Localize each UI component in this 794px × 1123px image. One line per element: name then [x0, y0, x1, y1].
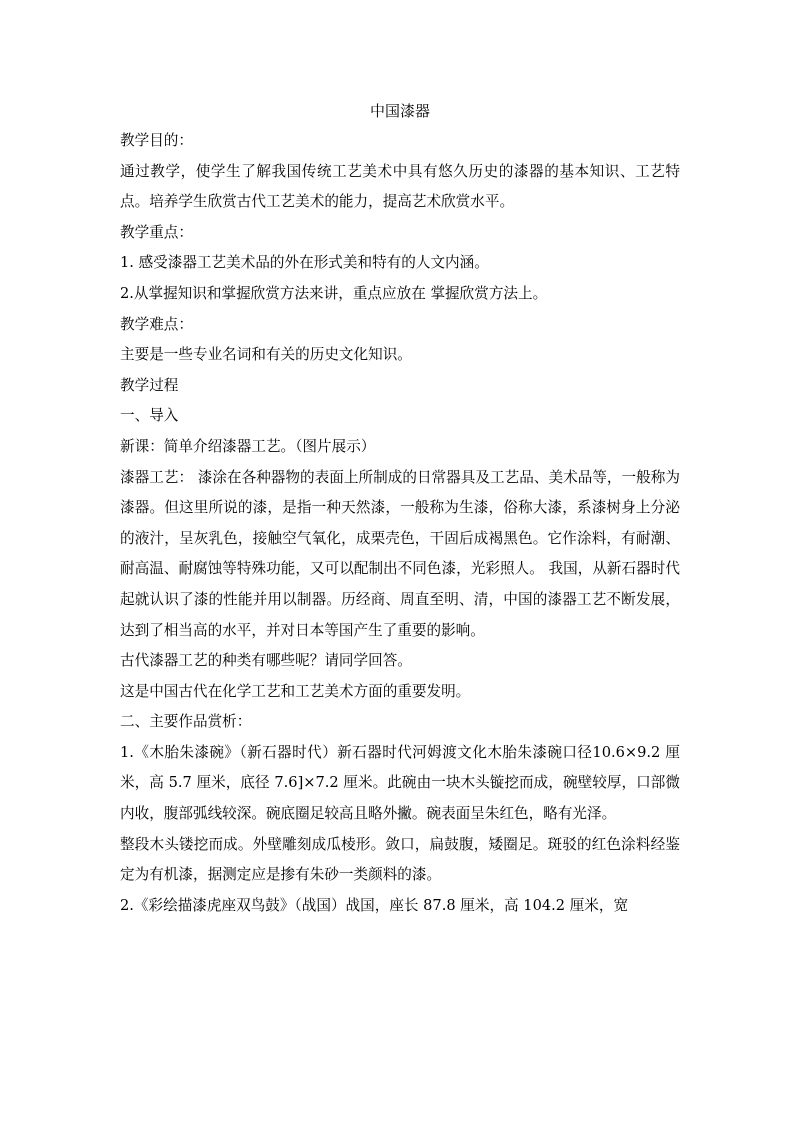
key-point-1: 1. 感受漆器工艺美术品的外在形式美和特有的人文内涵。: [120, 254, 489, 272]
paragraph-new-lesson: 新课：简单介绍漆器工艺。（图片展示）: [120, 437, 376, 455]
paragraph-invention: 这是中国古代在化学工艺和工艺美术方面的重要发明。: [120, 682, 471, 700]
section-heading-key-points: 教学重点：: [120, 223, 193, 241]
paragraph-difficulties: 主要是一些专业名词和有关的历史文化知识。: [120, 346, 412, 364]
document-page: [120, 96, 680, 921]
section-heading-difficulties: 教学难点：: [120, 315, 193, 333]
section-heading-process: 教学过程: [120, 376, 179, 394]
document-title: 中国漆器: [369, 102, 430, 120]
key-point-2: 2.从掌握知识和掌握欣赏方法来讲，重点应放在 掌握欣赏方法上。: [120, 284, 548, 302]
paragraph-lacquer-craft: 漆器工艺： 漆涂在各种器物的表面上所制成的日常器具及工艺品、美术品等，一般称为漆器。但这里所说的漆，是指一种天然漆，一般称为生漆，俗称大漆，系漆树身上分泌的液汁，呈灰乳色，接触空气氧化，成栗壳色，干固后成褐黑色。它作涂料，有耐潮、耐高温、耐腐蚀等特殊功能，又可以配制出不同色漆，光彩照人。 我国，从新石器时代起就认识了漆的性能并用以制器。历经商、周直至明、清，中国的漆器工艺不断发展，达到了相当高的水平，并对日本等国产生了重要的影响。: [120, 468, 680, 639]
subheading-works-analysis: 二、主要作品赏析：: [120, 713, 252, 731]
paragraph-work-1-detail: 整段木头镂挖而成。外壁雕刻成瓜棱形。敛口，扁鼓腹，矮圈足。斑驳的红色涂料经鉴定为有机漆，据测定应是掺有朱砂一类颜料的漆。: [120, 835, 680, 884]
paragraph-work-1: 1.《木胎朱漆碗》（新石器时代）新石器时代河姆渡文化木胎朱漆碗口径10.6×9.2 厘米，高 5.7 厘米，底径 7.6]×7.2 厘米。此碗由一块木头镟挖而成，碗壁较厚，口部微内收，腹部弧线较深。碗底圈足较高且略外撇。碗表面呈朱红色，略有光泽。: [120, 743, 680, 823]
paragraph-work-2: 2.《彩绘描漆虎座双鸟鼓》（战国）战国，座长 87.8 厘米，高 104.2 厘米，宽: [120, 896, 629, 914]
subheading-introduction: 一、导入: [120, 407, 179, 425]
section-heading-objectives: 教学目的：: [120, 132, 193, 149]
paragraph-objectives: 通过教学，使学生了解我国传统工艺美术中具有悠久历史的漆器的基本知识、工艺特点。培养学生欣赏古代工艺美术的能力，提高艺术欣赏水平。: [120, 162, 680, 211]
paragraph-question: 古代漆器工艺的种类有哪些呢？请同学回答。: [120, 652, 412, 670]
